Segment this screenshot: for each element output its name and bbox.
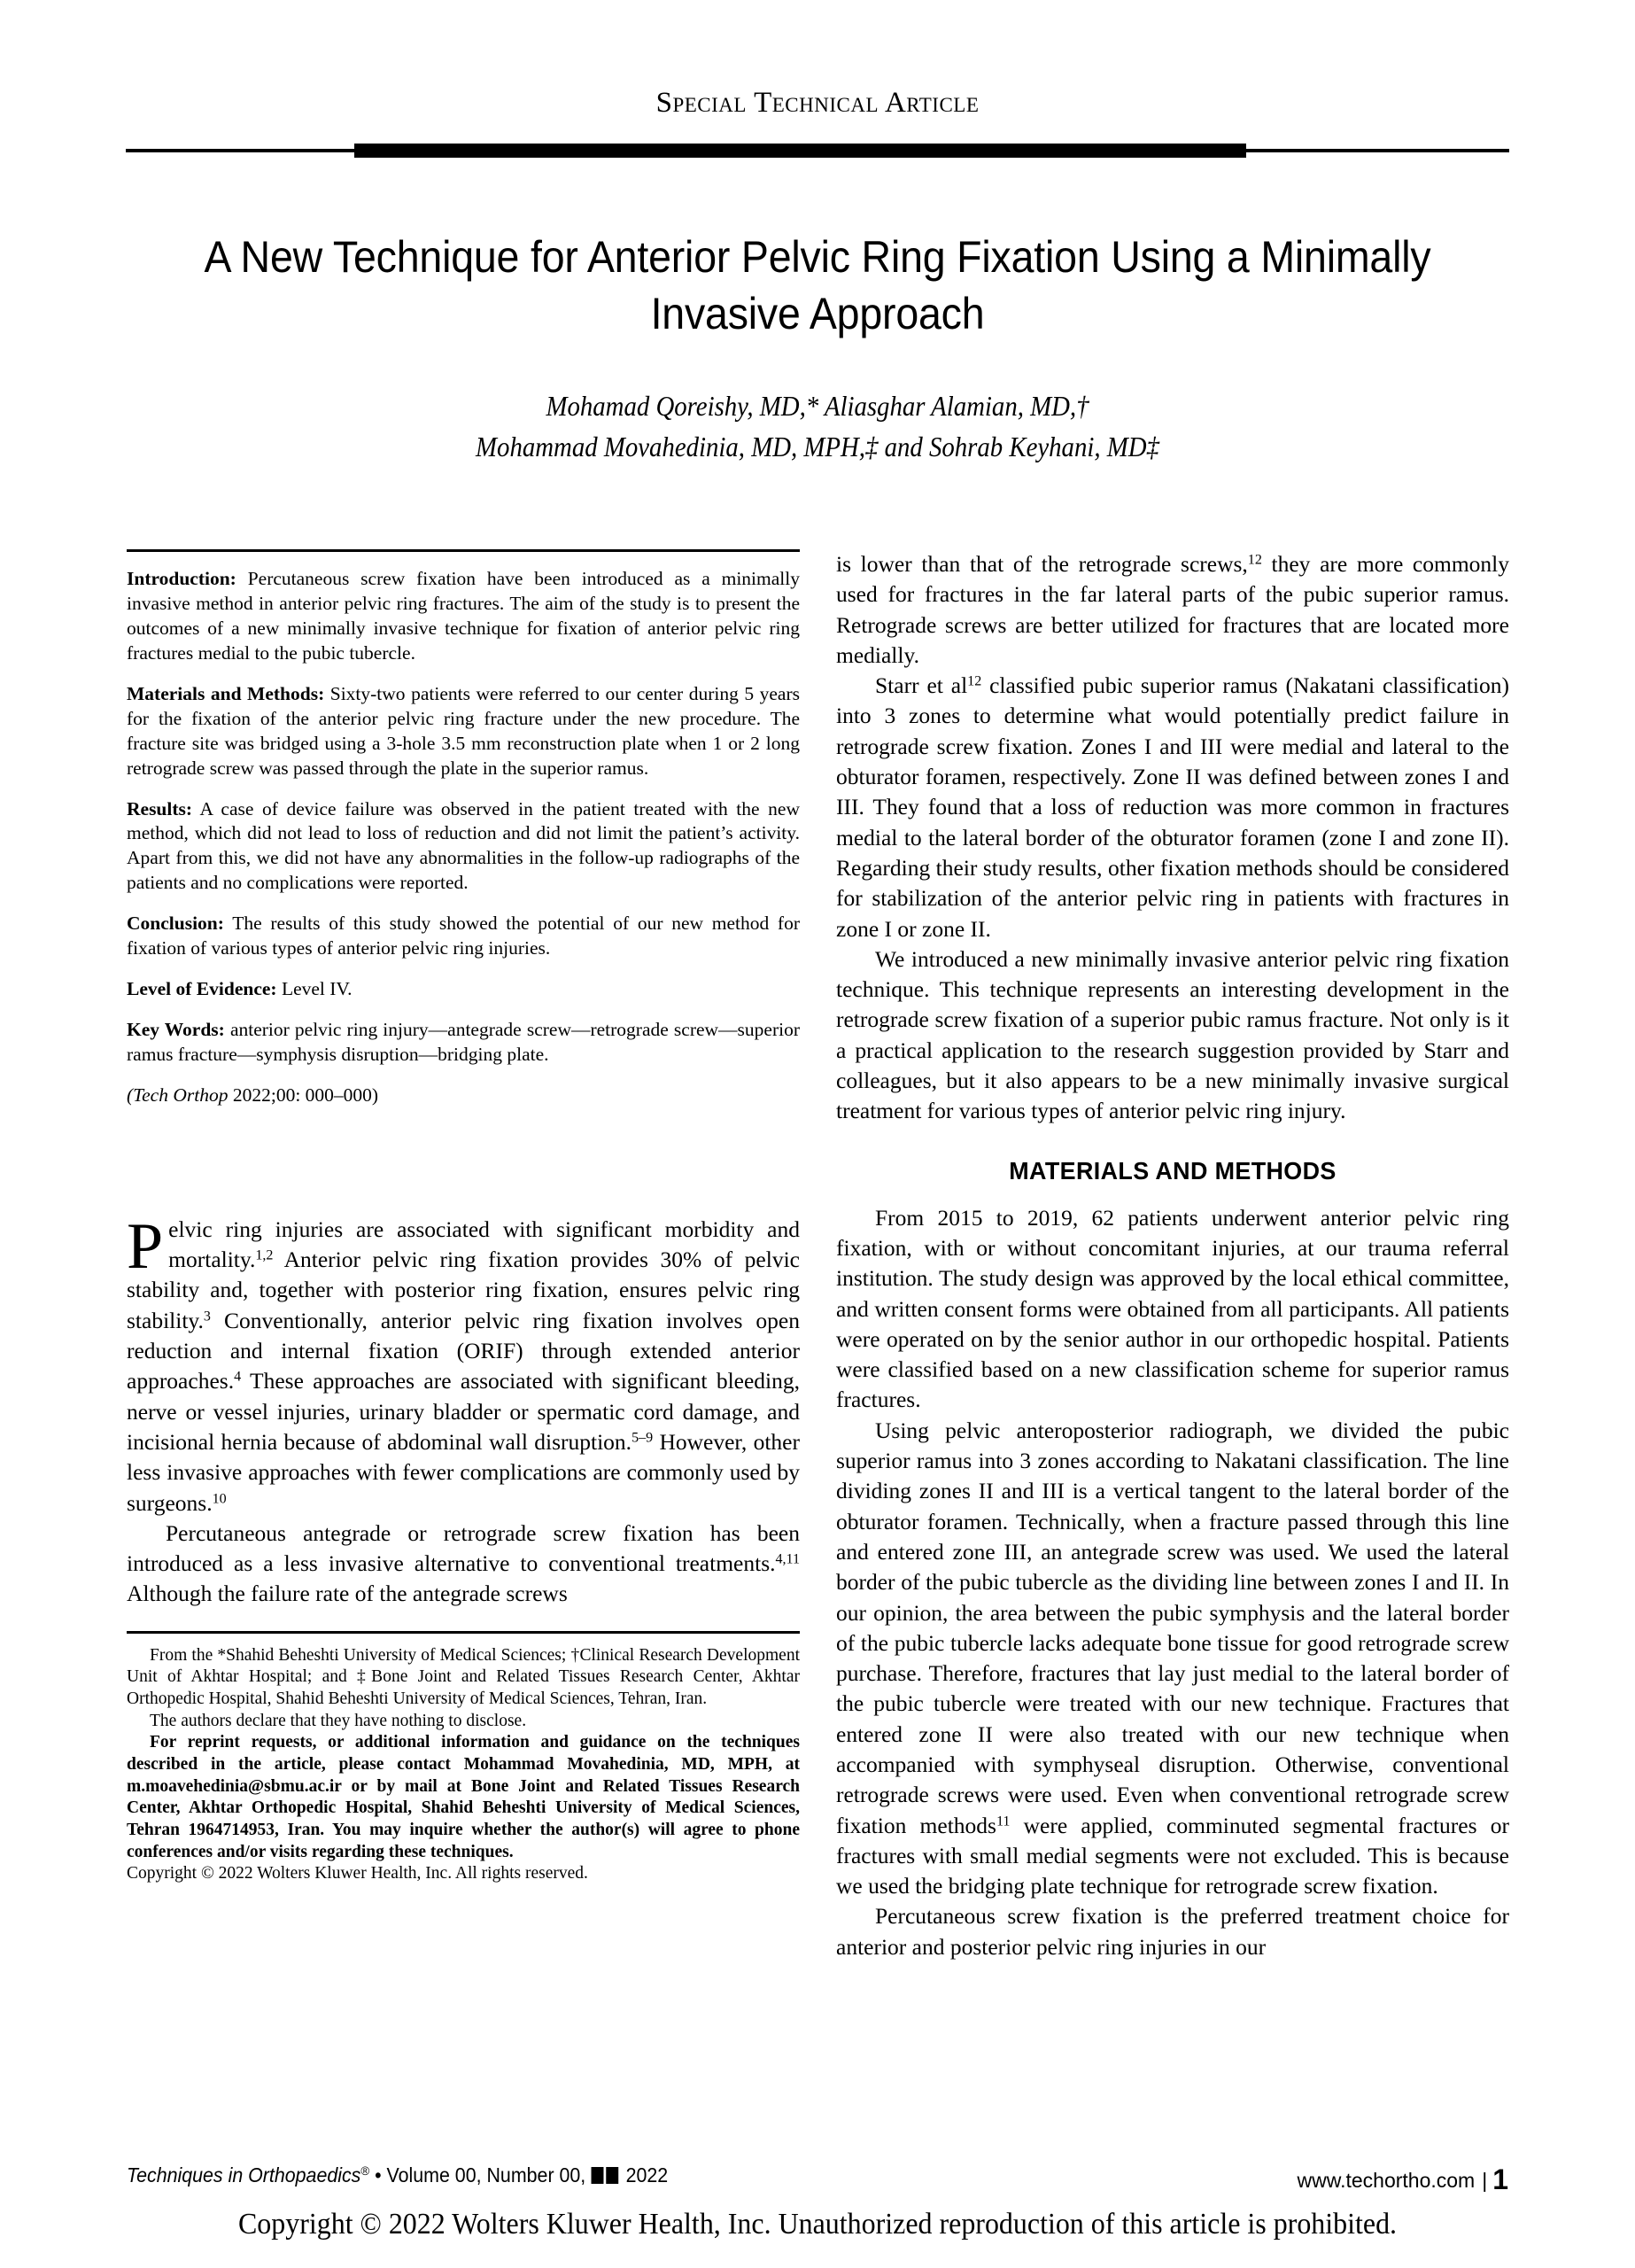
p1-part-a: elvic ring injuries are associated with significant morbidity and mortality. xyxy=(168,1216,800,1273)
left-column xyxy=(127,549,800,1885)
citation-ref: 1,2 xyxy=(255,1247,274,1263)
abstract-top-rule xyxy=(127,549,800,552)
citation-journal: (Tech Orthop xyxy=(127,1084,229,1106)
right-column xyxy=(836,549,1509,1962)
citation-ref: 12 xyxy=(1247,552,1262,568)
abstract-citation xyxy=(127,1084,800,1108)
p1-part-b: Anterior pelvic ring fixation provides 30% of pelvic stability and, together with posterior ring fixation, ensures pelvic ring stability. xyxy=(127,1247,800,1333)
r1-part-a: is lower than that of the retrograde screws, xyxy=(836,551,1248,577)
abstract-results-text: A case of device failure was observed in the patient treated with the new method, which did not lead to loss of reduction and did not limit the patient’s activity. Apart from this, we did not have any abnormalities in the follow-up radiographs of the patients and no complications were reported. xyxy=(127,797,800,894)
running-head: Special Technical Article xyxy=(655,87,980,119)
footer-website[interactable]: www.techortho.com xyxy=(1297,2169,1476,2192)
citation-ref: 4,11 xyxy=(775,1551,800,1567)
bottom-copyright-notice: Copyright © 2022 Wolters Kluwer Health, Inc. Unauthorized reproduction of this article is prohibited. xyxy=(237,2208,1398,2241)
abstract-materials-text: Sixty-two patients were referred to our center during 5 years for the fixation of the anterior pelvic ring fracture under the new procedure. The fracture site was bridged using a 3-hole 3.5 mm reconstruction plate when 1 or 2 long retrograde screw was passed through the plate in the superior ramus. xyxy=(127,682,800,779)
abstract-introduction-label: Introduction: xyxy=(127,568,236,589)
methods-paragraph-3: Percutaneous screw fixation is the preferred treatment choice for anterior and posterior pelvic ring injuries in our xyxy=(836,1903,1509,1960)
abstract-introduction xyxy=(127,567,800,666)
placeholder-block-icon xyxy=(606,2167,618,2184)
r1-part-b: they are more commonly used for fractures in the far lateral parts of the pubic superior ramus. Retrograde screws are better utilized for fractures that are located more medially. xyxy=(836,551,1510,668)
m2-part-b: were applied, comminuted segmental fractures or fractures with small medial segments were not excluded. This is because we used the bridging plate technique for retrograde screw fixation. xyxy=(836,1812,1509,1899)
page-footer xyxy=(127,2163,1508,2204)
m2-part-a: Using pelvic anteroposterior radiograph, we divided the pubic superior ramus into 3 zones according to Nakatani classification. The line dividing zones II and III is a vertical tangent to the lateral border of the obturator foramen. Technically, when a fracture passed through this line and entered zone III, an antegrade screw was used. We used the lateral border of the pubic tubercle as the dividing line between zones I and II. In our opinion, the area between the pubic symphysis and the lateral border of the pubic tubercle lacks adequate bone tissue for good retrograde screw purchase. Therefore, fractures that lay just medial to the lateral border of the pubic tubercle were treated with our new technique. Fractures that entered zone II were also treated with our new technique when accompanied with symphyseal disruption. Otherwise, conventional retrograde screws were used. Even when conventional retrograde screw fixation methods xyxy=(836,1417,1509,1838)
abstract-conclusion-text: The results of this study showed the potential of our new method for fixation of various types of anterior pelvic ring injuries. xyxy=(127,913,800,959)
placeholder-block-icon xyxy=(591,2167,603,2184)
citation-ref: 10 xyxy=(212,1491,227,1507)
footer-year: 2022 xyxy=(620,2163,669,2186)
divider-thick-bar xyxy=(354,144,1246,158)
abstract-materials xyxy=(127,682,800,781)
citation-ref: 4 xyxy=(234,1370,242,1386)
abstract-level-of-evidence xyxy=(127,977,800,1002)
abstract-conclusion-label: Conclusion: xyxy=(127,913,224,935)
abstract-materials-label: Materials and Methods: xyxy=(127,682,325,704)
spacer xyxy=(127,1108,800,1215)
right-paragraph-3: We introduced a new minimally invasive anterior pelvic ring fixation technique. This technique represents an interesting development in the retrograde screw fixation of a superior pubic ramus fracture. Not only is it a practical application to the research suggestion provided by Starr and colleagues, but it also appears to be a new minimally invasive surgical treatment for various types of anterior pelvic ring injury. xyxy=(836,945,1509,1124)
r2-part-b: classified pubic superior ramus (Nakatani classification) into 3 zones to determine what would potentially predict failure in retrograde screw fixation. Zones I and III were medial and lateral to the obturator foramen, respectively. Zone II was defined between zones I and III. They found that a loss of reduction was more common in fractures medial to the lateral border of the obturator foramen (zone I and zone II). Regarding their study results, other fixation methods should be considered for stabilization of the anterior pelvic ring in patients with fractures in zone I or zone II. xyxy=(836,672,1509,942)
abstract-keywords xyxy=(127,1018,800,1068)
citation-ref: 5–9 xyxy=(632,1430,654,1446)
footnote-affiliation: From the *Shahid Beheshti University of Medical Sciences; †Clinical Research Development Unit of Akhtar Hospital; and ‡Bone Joint and Related Tissues Research Center, Akhtar Orthopedic Hospital, Shahid Beheshti University of Medical Sciences, Tehran, Iran. xyxy=(127,1645,800,1709)
methods-paragraph-2 xyxy=(836,1416,1509,1902)
p1-part-c: Conventionally, anterior pelvic ring fixation involves open reduction and internal fixation (ORIF) through extended anterior approaches. xyxy=(127,1307,800,1394)
author-byline xyxy=(201,385,1433,468)
abstract-conclusion xyxy=(127,912,800,961)
abstract-results-label: Results: xyxy=(127,797,193,819)
p1-part-e: However, other less invasive approaches with fewer complications are commonly used by surgeons. xyxy=(127,1428,800,1516)
citation-ref: 3 xyxy=(203,1309,211,1324)
abstract-results xyxy=(127,797,800,897)
section-heading-materials-and-methods: MATERIALS AND METHODS xyxy=(1009,1156,1337,1184)
page-title: A New Technique for Anterior Pelvic Ring Fixation Using a Minimally Invasive Approach xyxy=(204,232,1431,338)
author-line-2: Mohammad Movahedinia, MD, MPH,‡ and Sohrab Keyhani, MD‡ xyxy=(476,431,1159,463)
citation-ref: 11 xyxy=(996,1814,1011,1829)
footer-journal-info xyxy=(127,2163,668,2187)
right-paragraph-2 xyxy=(836,671,1509,944)
drop-cap-letter: P xyxy=(127,1209,164,1283)
p2-part-a: Percutaneous antegrade or retrograde screw fixation has been introduced as a less invasive alternative to conventional treatments. xyxy=(127,1519,800,1577)
footer-volume-info: • Volume 00, Number 00, xyxy=(369,2163,592,2186)
page-number: 1 xyxy=(1492,2163,1508,2195)
footnote-divider-rule xyxy=(127,1631,800,1634)
p2-part-b: Although the failure rate of the antegrade screws xyxy=(127,1581,568,1607)
author-line-1: Mohamad Qoreishy, MD,* Aliasghar Alamian, MD,† xyxy=(546,390,1089,422)
body-paragraph-2 xyxy=(127,1518,800,1610)
abstract-introduction-text: Percutaneous screw fixation have been introduced as a minimally invasive method in anterior pelvic ring fractures. The aim of the study is to present the outcomes of a new minimally invasive technique for fixation of anterior pelvic ring fractures medial to the pubic tubercle. xyxy=(127,568,800,664)
p1-part-d: These approaches are associated with significant bleeding, nerve or vessel injuries, urinary bladder or spermatic cord damage, and incisional hernia because of abdominal wall disruption. xyxy=(127,1368,800,1455)
abstract-keywords-label: Key Words: xyxy=(127,1019,225,1041)
footnote-copyright: Copyright © 2022 Wolters Kluwer Health, Inc. All rights reserved. xyxy=(127,1864,588,1884)
citation-detail: 2022;00: 000–000) xyxy=(228,1084,379,1106)
body-paragraph-1 xyxy=(127,1209,800,1518)
footer-website-and-page xyxy=(1298,2163,1508,2196)
r2-part-a: Starr et al xyxy=(875,672,968,699)
abstract-level-text: Level IV. xyxy=(276,978,353,1000)
citation-ref: 12 xyxy=(967,673,982,689)
footer-journal-name: Techniques in Orthopaedics xyxy=(127,2163,361,2186)
registered-mark-icon: ® xyxy=(360,2164,370,2179)
footnote-disclosure: The authors declare that they have nothing to disclose. xyxy=(150,1711,527,1730)
header-divider-rule xyxy=(126,142,1509,159)
methods-paragraph-1: From 2015 to 2019, 62 patients underwent anterior pelvic ring fixation, with or without concomitant injuries, at our trauma referral institution. The study design was approved by the local ethical committee, and written consent forms were obtained from all participants. All patients were operated on by the senior author in our orthopedic hospital. Patients were classified based on a new classification scheme for superior ramus fractures. xyxy=(836,1204,1509,1413)
abstract-level-label: Level of Evidence: xyxy=(127,978,277,1000)
footnote-reprint-requests: For reprint requests, or additional information and guidance on the techniques described in the article, please contact Mohammad Movahedinia, MD, MPH, at m.moavehedinia@sbmu.ac.ir or by mail at Bone Joint and Related Tissues Research Center, Akhtar Orthopedic Hospital, Shahid Beheshti University of Medical Sciences, Tehran 1964714953, Iran. You may inquire whether the author(s) will agree to phone conferences and/or visits regarding these techniques. xyxy=(127,1733,800,1861)
footer-separator: | xyxy=(1482,2169,1488,2192)
abstract-keywords-text: anterior pelvic ring injury—antegrade screw—retrograde screw—superior ramus fracture—symphysis disruption—bridging plate. xyxy=(127,1019,801,1065)
right-paragraph-1 xyxy=(836,549,1509,671)
